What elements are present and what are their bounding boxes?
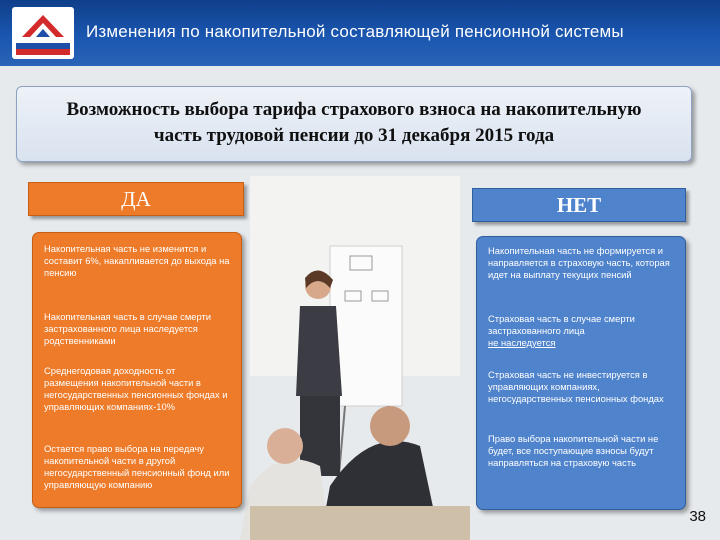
no-label: НЕТ xyxy=(556,193,602,217)
yes-panel xyxy=(32,232,242,508)
yes-header xyxy=(28,182,244,216)
yes-item-2: Накопительная часть в случае смерти застрахованного лица наследуется родственниками xyxy=(44,311,212,346)
no-panel xyxy=(476,236,686,510)
banner-text xyxy=(37,97,671,149)
no-header xyxy=(472,188,686,222)
page-number: 38 xyxy=(689,508,706,525)
pfr-logo-icon xyxy=(12,7,74,59)
yes-item-4: Остается право выбора на передачу накопительной части в другой негосударственный пенсионный фонд или управляющую компанию xyxy=(44,443,230,490)
banner-line-2: часть трудовой пенсии до 31 декабря 2015 года xyxy=(153,125,555,146)
no-item-2: Страховая часть в случае смерти застрахованного лица xyxy=(488,313,635,336)
yes-item-3: Среднегодовая доходность от размещения накопительной части в негосударственных пенсионных фондах и управляющих компаниях-10% xyxy=(44,365,228,412)
header-title: Изменения по накопительной составляющей пенсионной системы xyxy=(86,22,624,41)
yes-item-1: Накопительная часть не изменится и составит 6%, накапливается до выхода на пенсию xyxy=(44,243,230,278)
no-item-3: Страховая часть не инвестируется в управляющих компаниях, негосударственных пенсионных фондах xyxy=(488,369,664,404)
header-bar xyxy=(0,0,720,66)
no-item-1: Накопительная часть не формируется и направляется в страховую часть, которая идет на выплату текущих пенсий xyxy=(488,245,670,280)
no-item-4: Право выбора накопительной части не будет, все поступающие взносы будут направляться на страховую часть xyxy=(488,433,659,468)
yes-label: ДА xyxy=(121,187,151,211)
banner-line-1: Возможность выбора тарифа страхового взноса на накопительную xyxy=(66,99,642,120)
no-item-2-underlined: не наследуется xyxy=(488,337,556,348)
title-banner xyxy=(16,86,692,162)
